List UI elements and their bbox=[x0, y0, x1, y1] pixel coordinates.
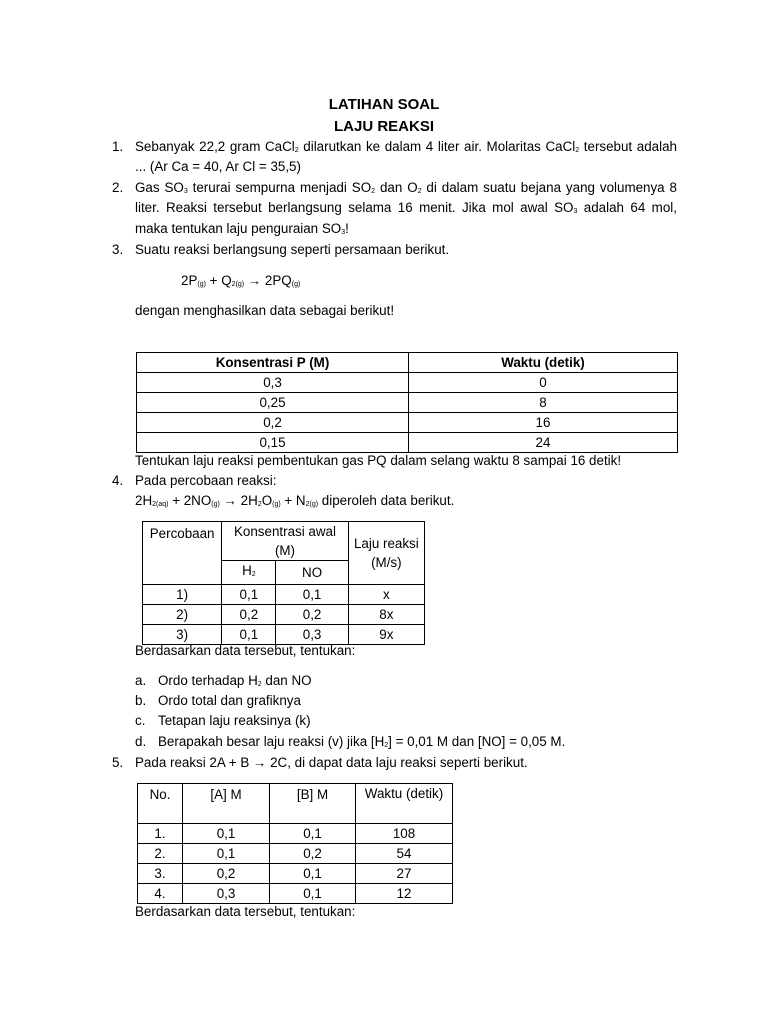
table-row bbox=[137, 433, 678, 453]
table-row bbox=[138, 884, 453, 904]
table-row bbox=[137, 413, 678, 433]
table-header-row bbox=[137, 353, 678, 373]
table-cell: 27 bbox=[356, 864, 453, 884]
table-row bbox=[137, 373, 678, 393]
table-header-cell: Waktu (detik) bbox=[356, 784, 453, 824]
table-row bbox=[138, 824, 453, 844]
table-cell: 0,2 bbox=[183, 864, 270, 884]
q4-item-b-label: b. bbox=[135, 693, 147, 708]
table-row bbox=[138, 844, 453, 864]
table-header-cell: [A] M bbox=[183, 784, 270, 824]
table-cell: 0,2 bbox=[276, 605, 348, 625]
q1-line-2: ... (Ar Ca = 40, Ar Cl = 35,5) bbox=[135, 159, 301, 174]
table-cell: 16 bbox=[409, 413, 678, 433]
table-row bbox=[143, 605, 425, 625]
q4-item-c: Tetapan laju reaksinya (k) bbox=[158, 713, 311, 728]
q3-line-1: Suatu reaksi berlangsung seperti persamaan berikut. bbox=[135, 242, 450, 257]
table-cell: 12 bbox=[356, 884, 453, 904]
q2-line-1: Gas SO3 terurai sempurna menjadi SO2 dan O2 di dalam suatu bejana yang volumenya 8 bbox=[135, 180, 677, 195]
q3-line-2: dengan menghasilkan data sebagai berikut! bbox=[135, 303, 395, 318]
q4-item-b: Ordo total dan grafiknya bbox=[158, 693, 301, 708]
table-cell: 0,1 bbox=[276, 585, 348, 605]
table-header-cell: NO bbox=[276, 561, 348, 585]
table-cell: 54 bbox=[356, 844, 453, 864]
q4-equation: 2H2(aq) + 2NO(g) → 2H2O(g) + N2(g) diperoleh data berikut. bbox=[135, 493, 455, 508]
table-cell: 0,25 bbox=[137, 393, 409, 413]
table-cell: 0,2 bbox=[270, 844, 356, 864]
q3-number: 3. bbox=[112, 242, 124, 257]
table-row bbox=[143, 585, 425, 605]
table-cell: 0,2 bbox=[137, 413, 409, 433]
table-cell: x bbox=[348, 585, 424, 605]
q2-line-2: liter. Reaksi tersebut berlangsung selama 16 menit. Jika mol awal SO3 adalah 64 mol, bbox=[135, 200, 677, 215]
table-header-cell: Laju reaksi (M/s) bbox=[348, 522, 424, 585]
table-cell: 9x bbox=[348, 625, 424, 645]
table-cell: 3) bbox=[143, 625, 222, 645]
table-cell: 24 bbox=[409, 433, 678, 453]
table-cell: 0,1 bbox=[270, 824, 356, 844]
table-header-cell: H2 bbox=[222, 561, 276, 585]
title-line-1: LATIHAN SOAL bbox=[328, 96, 440, 113]
q4-item-a: Ordo terhadap H2 dan NO bbox=[158, 673, 312, 688]
q4-item-d: Berapakah besar laju reaksi (v) jika [H2] = 0,01 M dan [NO] = 0,05 M. bbox=[158, 734, 566, 749]
table-header-cell: Waktu (detik) bbox=[409, 353, 678, 373]
table-cell: 0,2 bbox=[222, 605, 276, 625]
q5-number: 5. bbox=[112, 755, 124, 770]
table-cell: 0,3 bbox=[137, 373, 409, 393]
table-cell: 2) bbox=[143, 605, 222, 625]
table-cell: 0,15 bbox=[137, 433, 409, 453]
table-cell: 8 bbox=[409, 393, 678, 413]
table-cell: 0,3 bbox=[183, 884, 270, 904]
table-cell: 8x bbox=[348, 605, 424, 625]
q4-number: 4. bbox=[112, 473, 124, 488]
q5-line-2: Berdasarkan data tersebut, tentukan: bbox=[135, 904, 356, 919]
q3-data-table bbox=[136, 352, 678, 453]
table-cell: 108 bbox=[356, 824, 453, 844]
q3-equation: 2P(g) + Q2(g) → 2PQ(g) bbox=[181, 273, 301, 288]
table-row bbox=[138, 864, 453, 884]
table-header-cell: Konsentrasi awal (M) bbox=[222, 522, 348, 561]
q1-line-1: Sebanyak 22,2 gram CaCl2 dilarutkan ke dalam 4 liter air. Molaritas CaCl2 tersebut adalah bbox=[135, 139, 677, 154]
table-row bbox=[137, 393, 678, 413]
q2-number: 2. bbox=[112, 180, 124, 195]
q4-item-d-label: d. bbox=[135, 734, 147, 749]
q4-data-table bbox=[142, 521, 425, 645]
table-cell: 0,1 bbox=[270, 884, 356, 904]
table-cell: 3. bbox=[138, 864, 183, 884]
q4-item-c-label: c. bbox=[135, 713, 146, 728]
table-cell: 0,1 bbox=[183, 844, 270, 864]
table-header-cell: Percobaan bbox=[143, 522, 222, 585]
table-header-cell: No. bbox=[138, 784, 183, 824]
table-cell: 0,1 bbox=[222, 585, 276, 605]
q2-line-3: maka tentukan laju penguraian SO3! bbox=[135, 221, 349, 236]
q3-line-3: Tentukan laju reaksi pembentukan gas PQ dalam selang waktu 8 sampai 16 detik! bbox=[135, 453, 622, 468]
q4-line-1: Pada percobaan reaksi: bbox=[135, 473, 277, 488]
table-cell: 0,3 bbox=[276, 625, 348, 645]
table-cell: 4. bbox=[138, 884, 183, 904]
table-cell: 0,1 bbox=[183, 824, 270, 844]
q5-line-1: Pada reaksi 2A + B → 2C, di dapat data laju reaksi seperti berikut. bbox=[135, 755, 528, 770]
q5-data-table bbox=[137, 783, 453, 904]
table-header-row bbox=[138, 784, 453, 824]
q1-number: 1. bbox=[112, 139, 124, 154]
table-cell: 0 bbox=[409, 373, 678, 393]
table-header-cell: Konsentrasi P (M) bbox=[137, 353, 409, 373]
table-header-cell: [B] M bbox=[270, 784, 356, 824]
table-cell: 0,1 bbox=[222, 625, 276, 645]
table-cell: 2. bbox=[138, 844, 183, 864]
q4-line-2: Berdasarkan data tersebut, tentukan: bbox=[135, 643, 356, 658]
table-cell: 0,1 bbox=[270, 864, 356, 884]
table-cell: 1. bbox=[138, 824, 183, 844]
title-line-2: LAJU REAKSI bbox=[333, 118, 434, 135]
table-row bbox=[143, 625, 425, 645]
q4-item-a-label: a. bbox=[135, 673, 147, 688]
table-cell: 1) bbox=[143, 585, 222, 605]
